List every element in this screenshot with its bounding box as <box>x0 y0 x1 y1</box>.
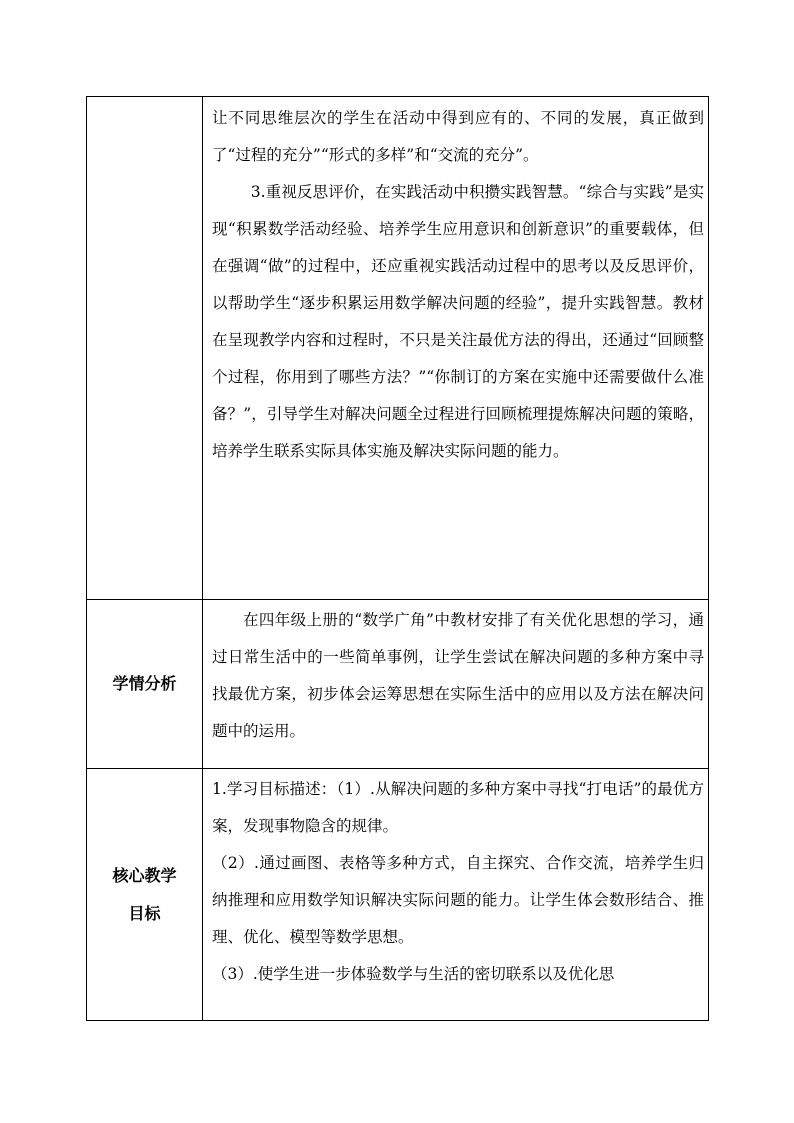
row-content-cell <box>203 97 709 600</box>
content-paragraph: 在四年级上册的“数学广角”中教材安排了有关优化思想的学习，通过日常生活中的一些简单事例，让学生尝试在解决问题的多种方案中寻找最优方案，初步体会运筹思想在实际生活中的应用以及方法在解决问题中的运用。 <box>212 611 704 740</box>
lesson-plan-table <box>86 96 709 1021</box>
row-content-cell <box>203 600 709 769</box>
row-label-cell <box>87 600 203 769</box>
table-row <box>87 600 709 769</box>
content-paragraph: （2）.通过画图、表格等多种方式，自主探究、合作交流，培养学生归纳推理和应用数学知识解决实际问题的能力。让学生体会数形结合、推理、优化、模型等数学思想。 <box>212 854 704 946</box>
table-row <box>87 97 709 600</box>
content-paragraph: （3）.使学生进一步体验数学与生活的密切联系以及优化思 <box>212 965 615 983</box>
content-paragraph: 让不同思维层次的学生在活动中得到应有的、不同的发展，真正做到了“过程的充分”“形式的多样”和“交流的充分”。 <box>212 109 704 164</box>
table-row <box>87 769 709 1021</box>
row-label-cell <box>87 769 203 1021</box>
row-label-student-analysis: 学情分析 <box>112 674 177 693</box>
row-label-cell <box>87 97 203 600</box>
content-paragraph: 3.重视反思评价，在实践活动中积攒实践智慧。“综合与实践”是实现“积累数学活动经验、培养学生应用意识和创新意识”的重要载体，但在强调“做”的过程中，还应重视实践活动过程中的思考以及反思评价，以帮助学生“逐步积累运用数学解决问题的经验”，提升实践智慧。教材在呈现教学内容和过程时，不只是关注最优方法的得出，还通过“回顾整个过程，你用到了哪些方法？”“你制订的方案在实施中还需要做什么准备？”，引导学生对解决问题全过程进行回顾梳理提炼解决问题的策略，培养学生联系实际具体实施及解决实际问题的能力。 <box>212 183 704 460</box>
row-label-core-objectives: 核心教学目标 <box>112 865 177 923</box>
content-paragraph: 1.学习目标描述：（1）.从解决问题的多种方案中寻找“打电话”的最优方案，发现事物隐含的规律。 <box>212 780 704 835</box>
row-content-cell <box>203 769 709 1021</box>
